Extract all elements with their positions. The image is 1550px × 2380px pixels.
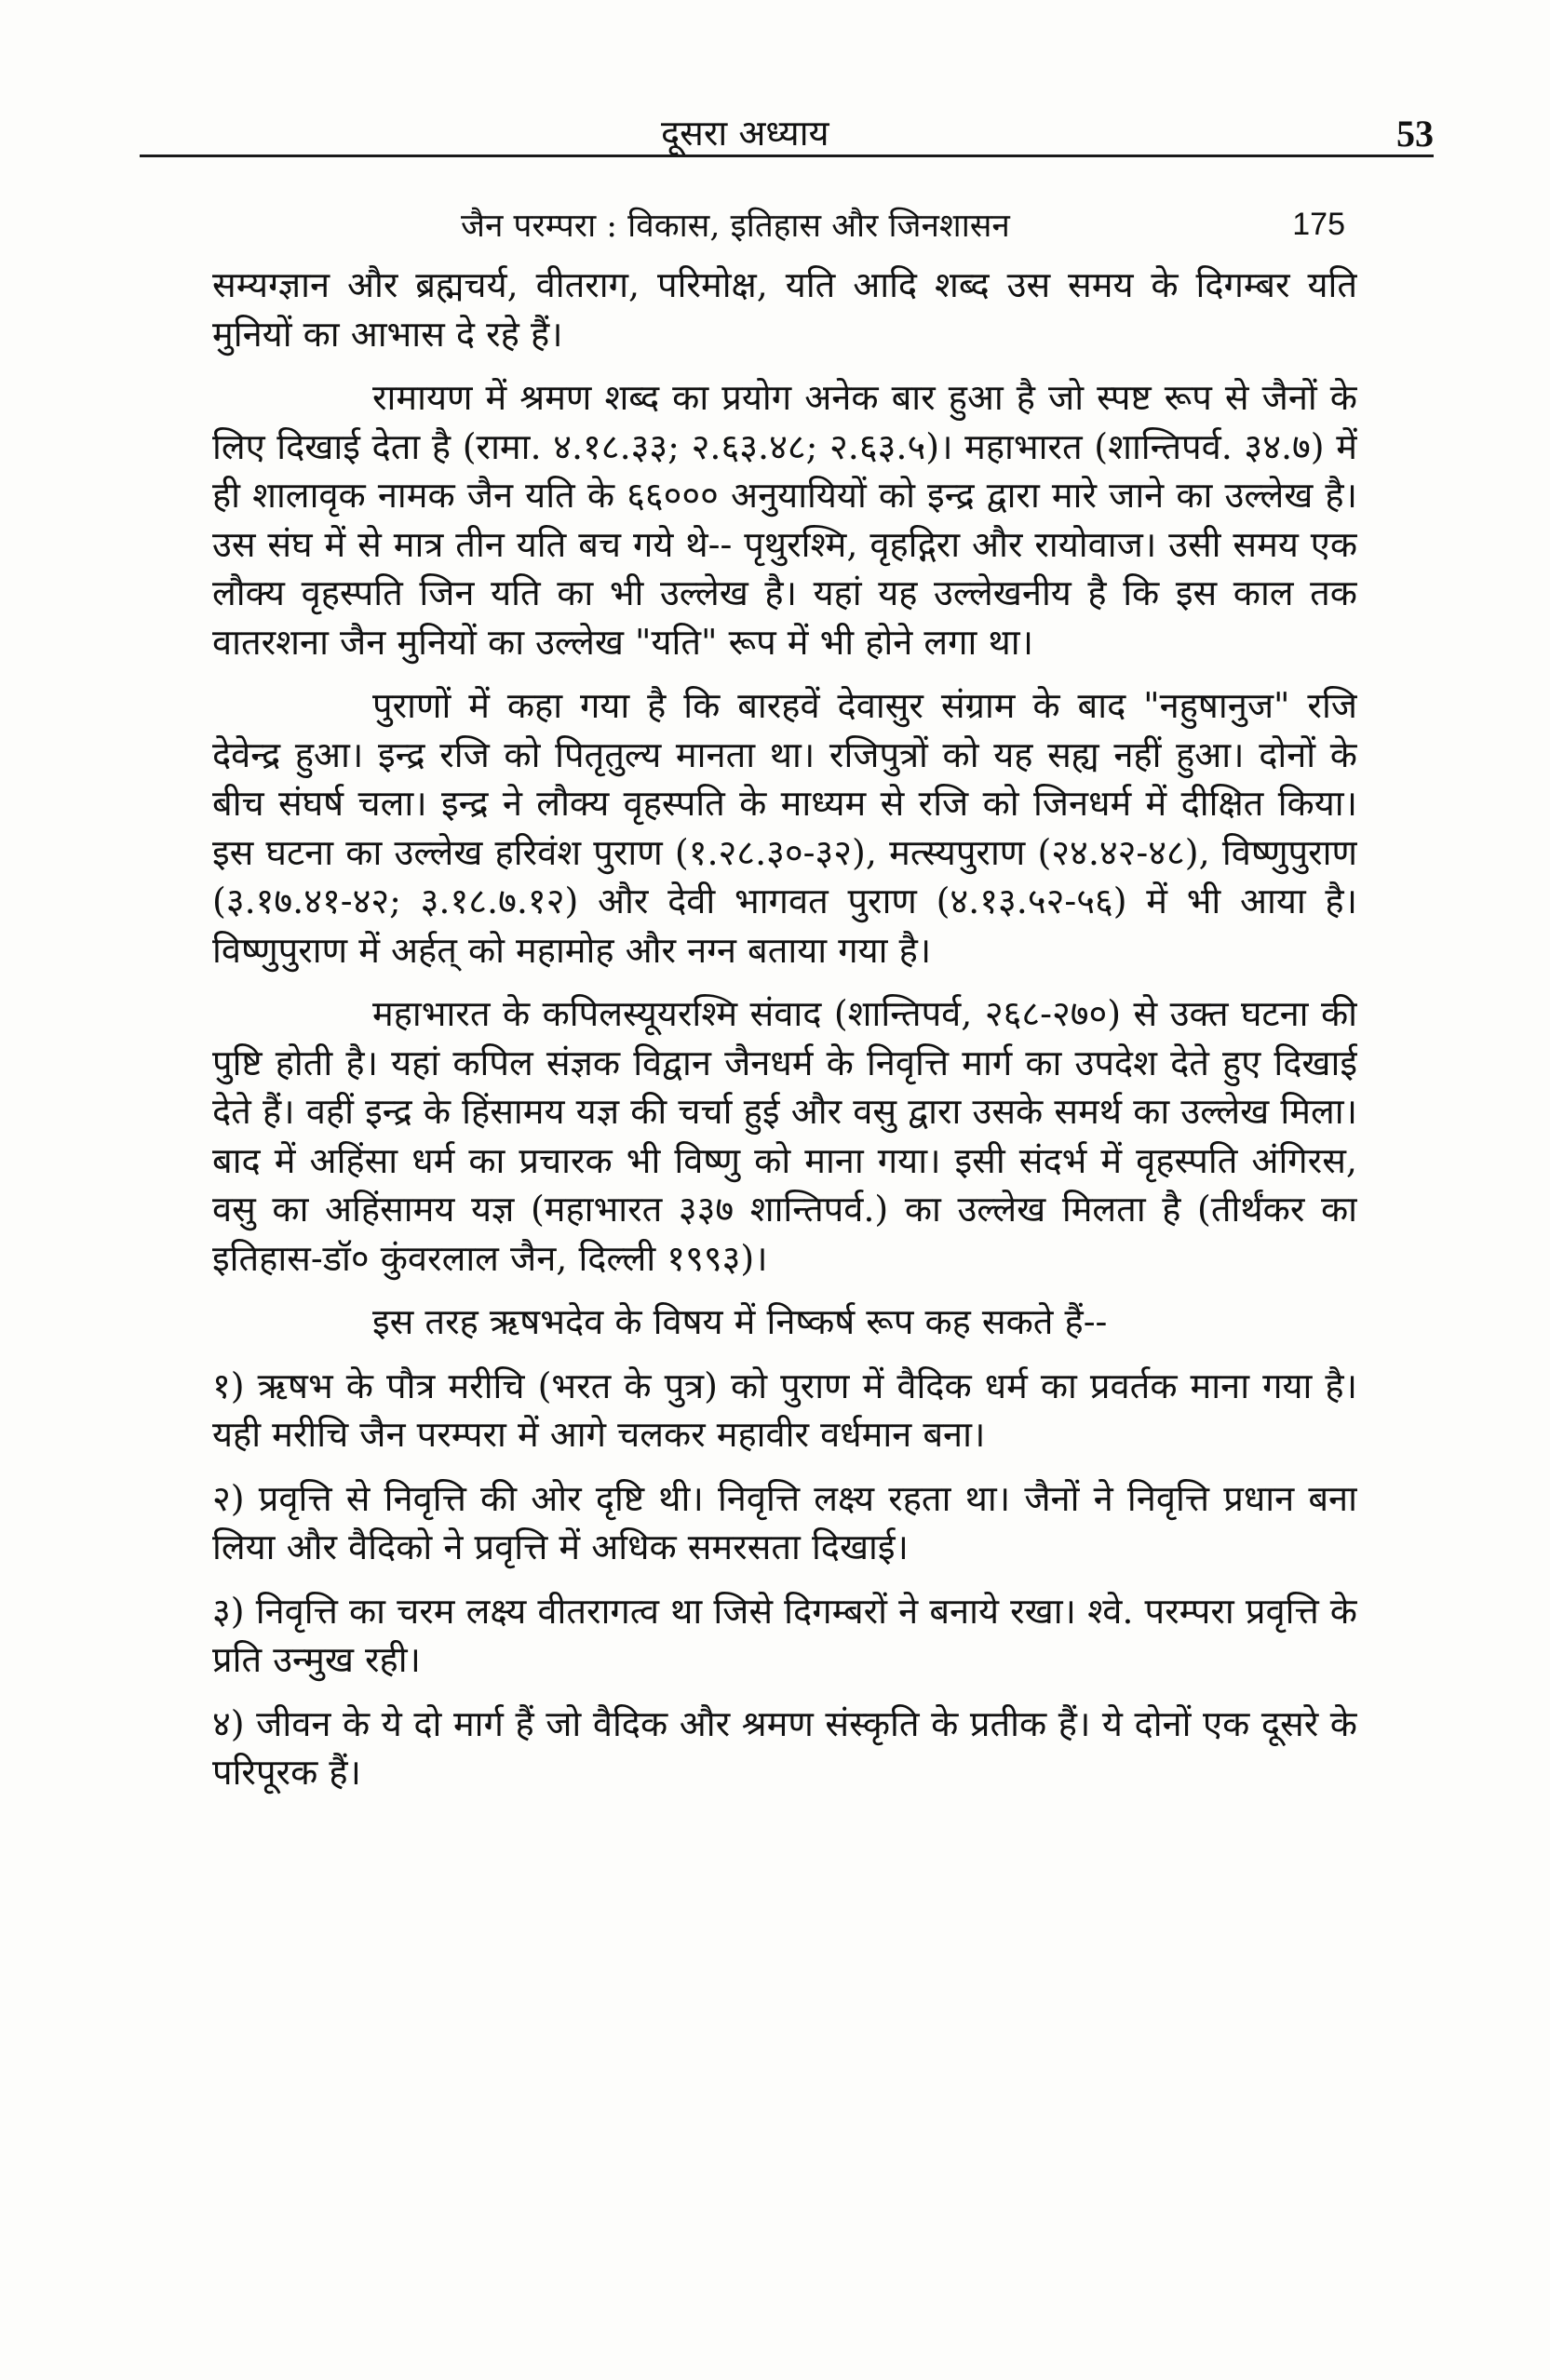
numbered-point: ४) जीवन के ये दो मार्ग हैं जो वैदिक और श्रमण संस्कृति के प्रतीक हैं। ये दोनों एक दूसरे के परिपूरक हैं। <box>212 1702 1357 1793</box>
inner-running-header <box>368 197 1345 249</box>
page-number: 53 <box>1396 113 1434 155</box>
paragraph: रामायण में श्रमण शब्द का प्रयोग अनेक बार हुआ है जो स्पष्ट रूप से जैनों के लिए दिखाई देता है (रामा. ४.१८.३३; २.६३.४८; २.६३.५)। महाभारत (शान्तिपर्व. ३४.७) में ही शालावृक नामक जैन यति के ६६००० अनुयायियों को इन्द्र द्वारा मारे जाने का उल्लेख है। उस संघ में से मात्र तीन यति बच गये थे-- पृथुरश्मि, वृहद्गिरा और रायोवाज। उसी समय एक लौक्य वृहस्पति जिन यति का भी उल्लेख है। यहां यह उल्लेखनीय है कि इस काल तक वातरशना जैन मुनियों का उल्लेख "यति" रूप में भी होने लगा था। <box>212 377 1357 663</box>
body-text <box>212 261 1357 2122</box>
inner-page-number: 175 <box>1292 207 1345 242</box>
numbered-point: १) ऋषभ के पौत्र मरीचि (भरत के पुत्र) को पुराण में वैदिक धर्म का प्रवर्तक माना गया है। यही मरीचि जैन परम्परा में आगे चलकर महावीर वर्धमान बना। <box>212 1365 1357 1455</box>
paragraph: पुराणों में कहा गया है कि बारहवें देवासुर संग्राम के बाद "नहुषानुज" रजि देवेन्द्र हुआ। इन्द्र रजि को पितृतुल्य मानता था। रजिपुत्रों को यह सह्य नहीं हुआ। दोनों के बीच संघर्ष चला। इन्द्र ने लौक्य वृहस्पति के माध्यम से रजि को जिनधर्म में दीक्षित किया। इस घटना का उल्लेख हरिवंश पुराण (१.२८.३०-३२), मत्स्यपुराण (२४.४२-४८), विष्णुपुराण (३.१७.४१-४२; ३.१८.७.१२) और देवी भागवत पुराण (४.१३.५२-५६) में भी आया है। विष्णुपुराण में अर्हत् को महामोह और नग्न बताया गया है। <box>212 685 1357 971</box>
numbered-point: ३) निवृत्ति का चरम लक्ष्य वीतरागत्व था जिसे दिगम्बरों ने बनाये रखा। श्वे. परम्परा प्रवृत्ति के प्रति उन्मुख रही। <box>212 1590 1357 1680</box>
header-rule <box>140 155 1434 157</box>
paragraph: महाभारत के कपिलस्यूयरश्मि संवाद (शान्तिपर्व, २६८-२७०) से उक्त घटना की पुष्टि होती है। यहां कपिल संज्ञक विद्वान जैनधर्म के निवृत्ति मार्ग का उपदेश देते हुए दिखाई देते हैं। वहीं इन्द्र के हिंसामय यज्ञ की चर्चा हुई और वसु द्वारा उसके समर्थ का उल्लेख मिला। बाद में अहिंसा धर्म का प्रचारक भी विष्णु को माना गया। इसी संदर्भ में वृहस्पति अंगिरस, वसु का अहिंसामय यज्ञ (महाभारत ३३७ शान्तिपर्व.) का उल्लेख मिलता है (तीर्थंकर का इतिहास-डॉ० कुंवरलाल जैन, दिल्ली १९९३)। <box>212 993 1357 1279</box>
inner-book-title: जैन परम्परा : विकास, इतिहास और जिनशासन <box>461 208 1010 245</box>
numbered-point: २) प्रवृत्ति से निवृत्ति की ओर दृष्टि थी। निवृत्ति लक्ष्य रहता था। जैनों ने निवृत्ति प्रधान बना लिया और वैदिको ने प्रवृत्ति में अधिक समरसता दिखाई। <box>212 1477 1357 1567</box>
paragraph: सम्यग्ज्ञान और ब्रह्मचर्य, वीतराग, परिमोक्ष, यति आदि शब्द उस समय के दिगम्बर यति मुनियों का आभास दे रहे हैं। <box>212 264 1357 355</box>
chapter-title: दूसरा अध्याय <box>661 113 829 154</box>
paragraph: इस तरह ऋषभदेव के विषय में निष्कर्ष रूप कह सकते हैं-- <box>372 1301 1108 1342</box>
running-header <box>140 104 1434 160</box>
